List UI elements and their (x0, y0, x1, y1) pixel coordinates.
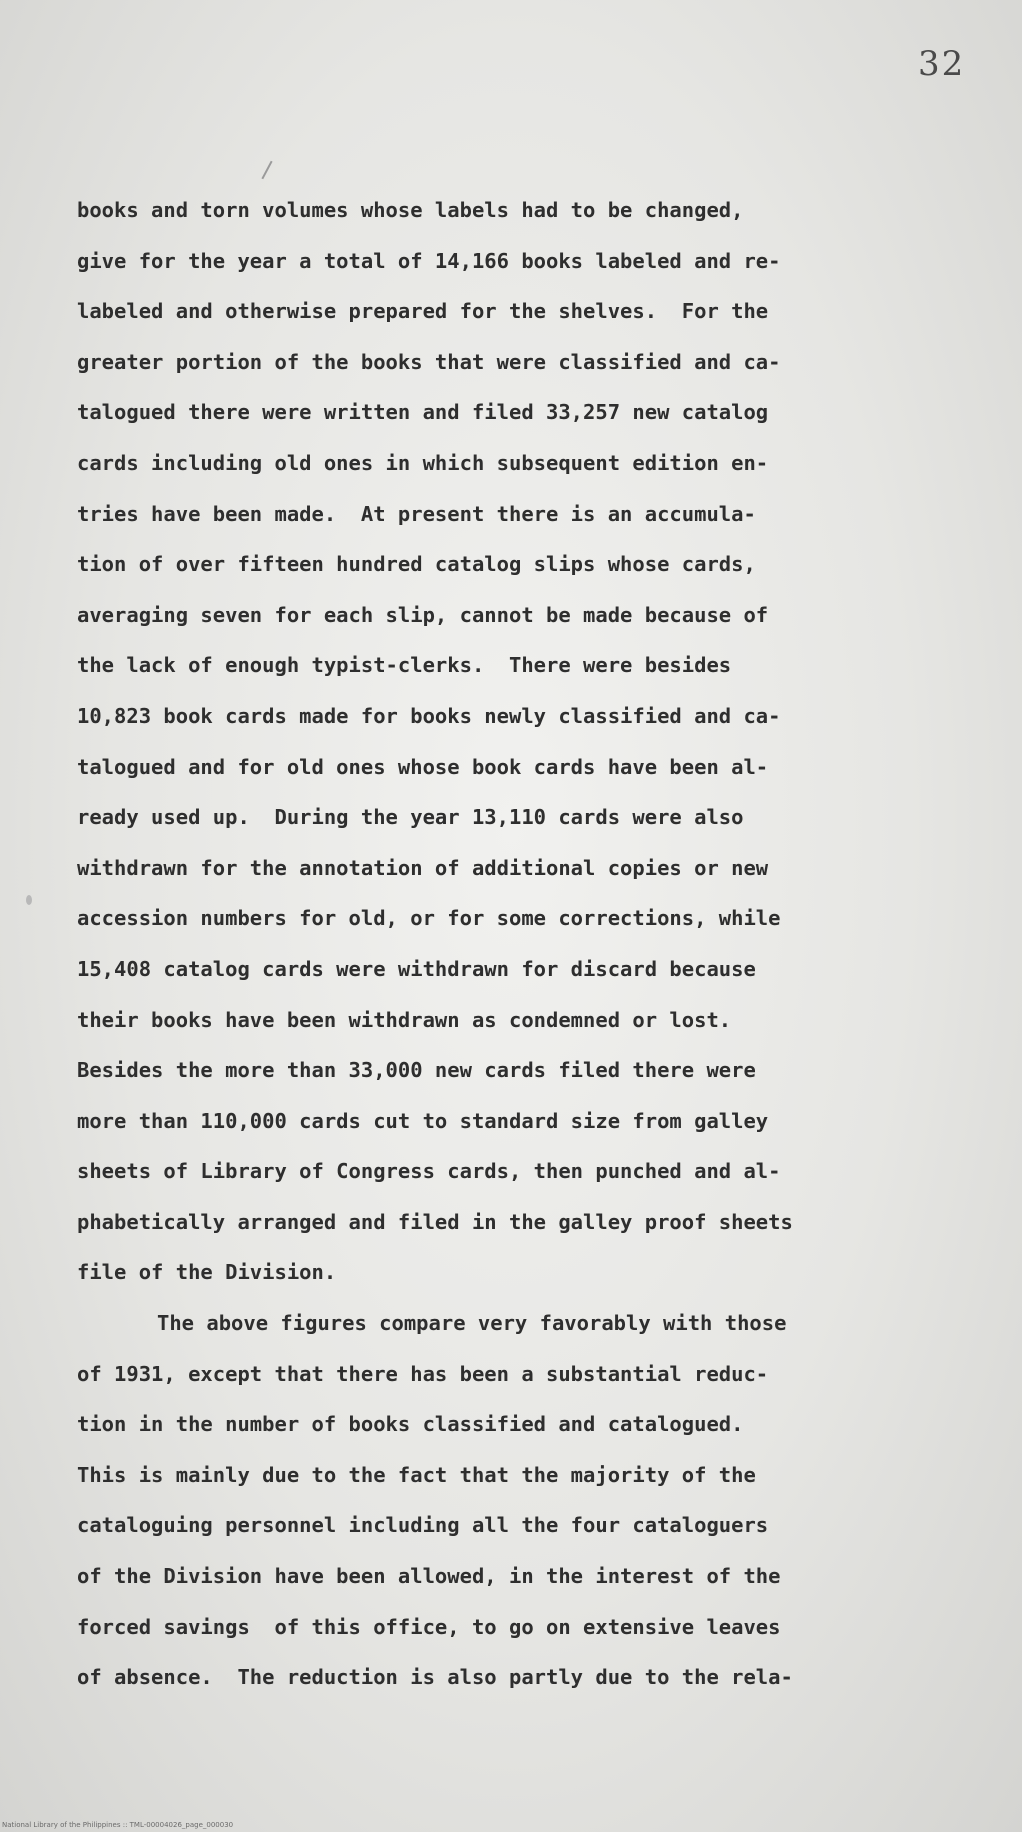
text-line: 10,823 book cards made for books newly classified and ca- (77, 703, 781, 728)
text-line: forced savings of this office, to go on extensive leaves (77, 1614, 781, 1639)
text-line: the lack of enough typist-clerks. There were besides (77, 653, 732, 678)
text-line: cataloguing personnel including all the four cataloguers (77, 1513, 769, 1538)
text-line: give for the year a total of 14,166 books labeled and re- (77, 248, 781, 273)
text-line: ready used up. During the year 13,110 cards were also (77, 805, 744, 830)
paper-speck (26, 895, 32, 905)
text-line: more than 110,000 cards cut to standard size from galley (77, 1108, 769, 1133)
text-line: Besides the more than 33,000 new cards filed there were (77, 1058, 756, 1083)
text-line: their books have been withdrawn as condemned or lost. (77, 1007, 732, 1032)
text-line: tion in the number of books classified and catalogued. (77, 1412, 744, 1437)
text-line: of 1931, except that there has been a substantial reduc- (77, 1361, 769, 1386)
text-line: of absence. The reduction is also partly due to the rela- (77, 1665, 793, 1690)
pencil-mark (261, 161, 272, 180)
text-line: talogued and for old ones whose book cards have been al- (77, 754, 769, 779)
text-line: 15,408 catalog cards were withdrawn for discard because (77, 956, 756, 981)
text-line: greater portion of the books that were classified and ca- (77, 349, 781, 374)
text-line: talogued there were written and filed 33,257 new catalog (77, 400, 769, 425)
text-line: of the Division have been allowed, in the interest of the (77, 1564, 781, 1589)
text-line: The above figures compare very favorably with those (157, 1311, 787, 1336)
text-line: This is mainly due to the fact that the majority of the (77, 1462, 756, 1487)
archive-credit: National Library of the Philippines :: TML-00004026_page_000030 (2, 1821, 234, 1829)
text-line: tion of over fifteen hundred catalog slips whose cards, (77, 552, 756, 577)
text-line: sheets of Library of Congress cards, then punched and al- (77, 1159, 781, 1184)
text-line: phabetically arranged and filed in the galley proof sheets (77, 1209, 793, 1234)
text-line: cards including old ones in which subsequent edition en- (77, 450, 769, 475)
page-number: 32 (918, 44, 966, 84)
text-line: accession numbers for old, or for some corrections, while (77, 906, 781, 931)
text-line: file of the Division. (77, 1260, 337, 1285)
text-line: books and torn volumes whose labels had to be changed, (77, 198, 744, 222)
text-line: tries have been made. At present there is an accumula- (77, 501, 756, 526)
text-line: withdrawn for the annotation of additional copies or new (77, 855, 769, 880)
text-line: averaging seven for each slip, cannot be made because of (77, 602, 769, 627)
typed-body-text (77, 185, 957, 1703)
text-line: labeled and otherwise prepared for the shelves. For the (77, 299, 769, 324)
